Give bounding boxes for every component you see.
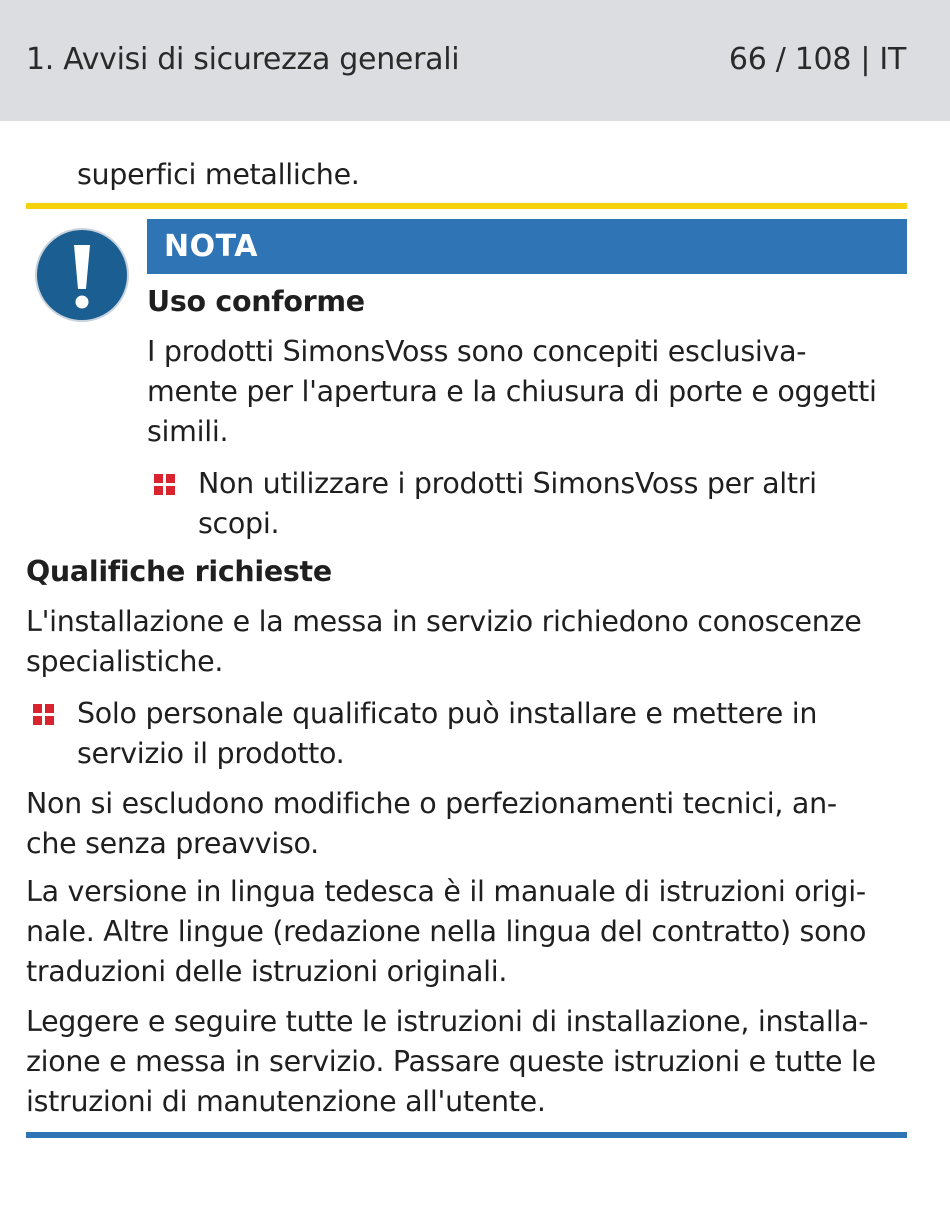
paragraph-line: zione e messa in servizio. Passare queste istruzioni e tutte le xyxy=(26,1045,876,1078)
page-number: 66 / 108 | IT xyxy=(728,42,906,77)
page-header xyxy=(0,0,950,121)
qualifications-bullet-line: Solo personale qualificato può installare e mettere in xyxy=(77,697,818,730)
note-text-line: simili. xyxy=(147,415,229,448)
note-end-divider xyxy=(26,1132,907,1138)
square-bullet-icon xyxy=(154,474,176,496)
square-bullet-icon xyxy=(33,704,55,726)
paragraph-line: traduzioni delle istruzioni originali. xyxy=(26,955,508,988)
note-banner xyxy=(147,219,907,274)
note-label: NOTA xyxy=(164,229,258,264)
note-text-line: mente per l'apertura e la chiusura di porte e oggetti xyxy=(147,375,877,408)
note-text-line: I prodotti SimonsVoss sono concepiti esclusiva- xyxy=(147,335,807,368)
warning-divider xyxy=(26,203,907,209)
note-title: Uso conforme xyxy=(147,285,365,318)
qualifications-heading: Qualifiche richieste xyxy=(26,555,332,588)
note-bullet-line: Non utilizzare i prodotti SimonsVoss per altri xyxy=(198,467,817,500)
qualifications-line: L'installazione e la messa in servizio richiedono conoscenze xyxy=(26,605,862,638)
paragraph-line: che senza preavviso. xyxy=(26,827,319,860)
exclamation-circle-icon xyxy=(34,227,130,323)
paragraph-line: La versione in lingua tedesca è il manuale di istruzioni origi- xyxy=(26,875,866,908)
paragraph-line: nale. Altre lingue (redazione nella lingua del contratto) sono xyxy=(26,915,867,948)
note-bullet-line: scopi. xyxy=(198,507,280,540)
paragraph-line: Leggere e seguire tutte le istruzioni di installazione, installa- xyxy=(26,1005,869,1038)
qualifications-line: specialistiche. xyxy=(26,645,224,678)
paragraph-line: Non si escludono modifiche o perfezionamenti tecnici, an- xyxy=(26,787,837,820)
paragraph-line: istruzioni di manutenzione all'utente. xyxy=(26,1085,546,1118)
section-title: 1. Avvisi di sicurezza generali xyxy=(26,42,460,77)
continued-text: superfici metalliche. xyxy=(77,158,360,191)
qualifications-bullet-line: servizio il prodotto. xyxy=(77,737,345,770)
